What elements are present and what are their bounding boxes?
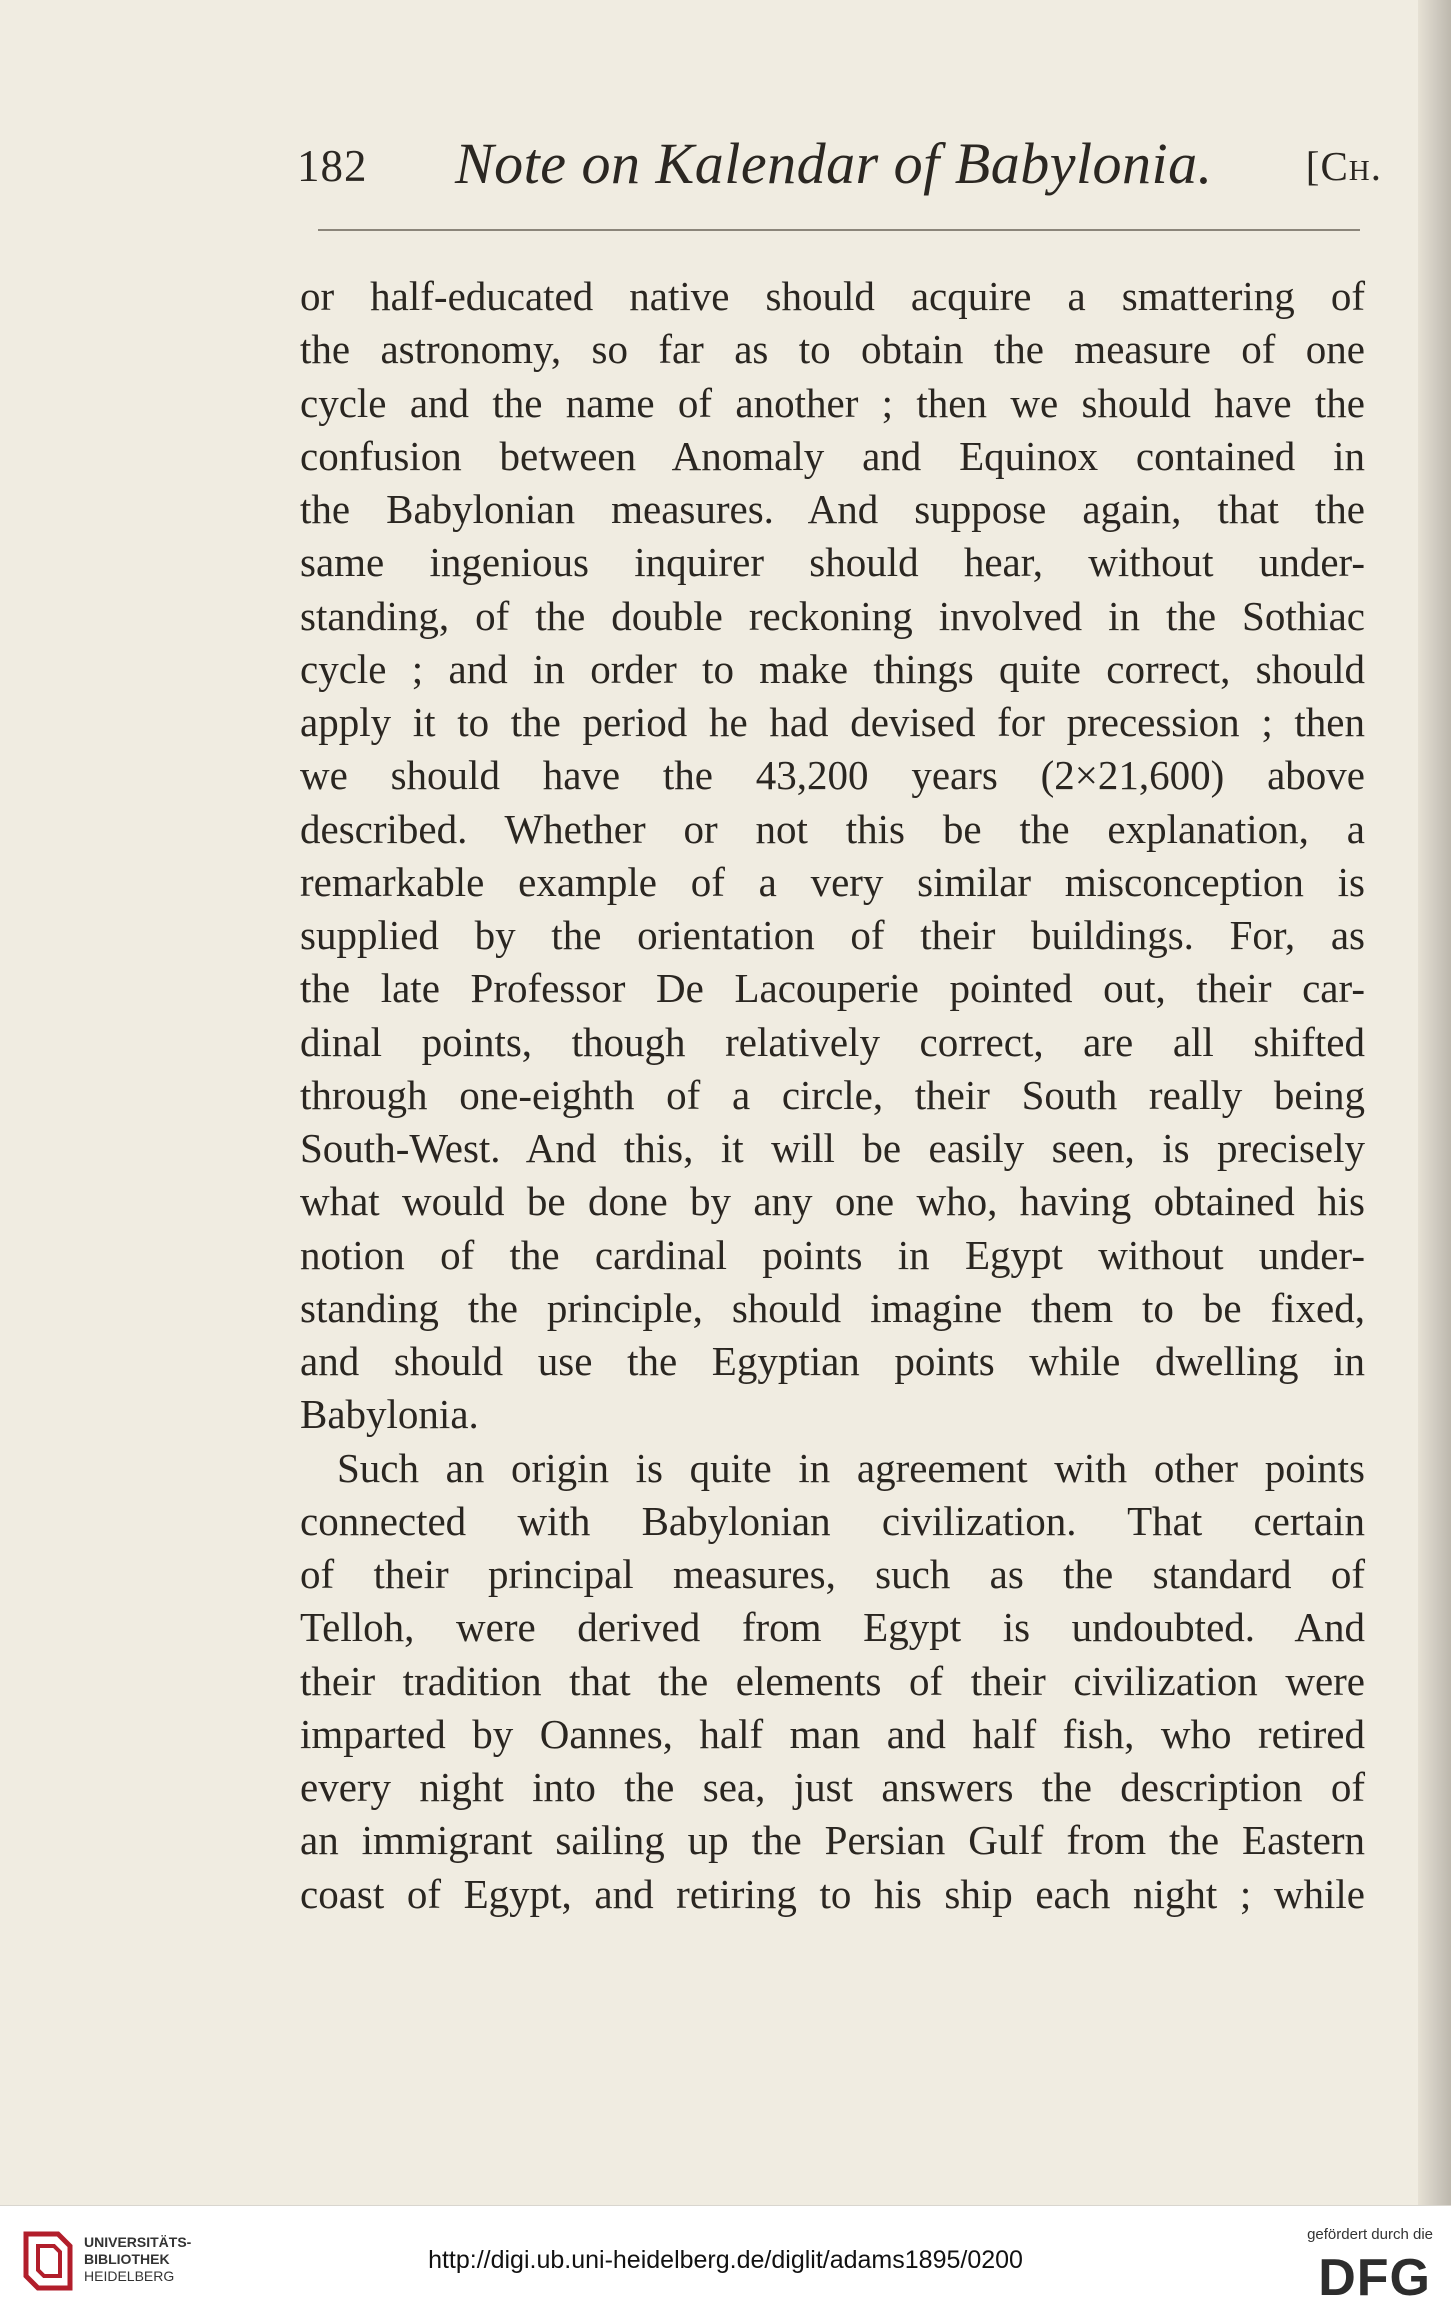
text-line: their tradition that the elements of their civilization were [300, 1657, 1365, 1704]
page-number: 182 [297, 141, 368, 191]
text-line: connected with Babylonian civilization. That certain [300, 1497, 1365, 1544]
chapter-mark: [Ch. [1305, 143, 1382, 189]
text-line: imparted by Oannes, half man and half fish, who retired [300, 1710, 1365, 1757]
text-line: of their principal measures, such as the standard of [300, 1551, 1365, 1597]
text-line: the late Professor De Lacouperie pointed out, their car- [300, 965, 1365, 1012]
text-line: what would be done by any one who, having obtained his [300, 1178, 1365, 1225]
text-line: same ingenious inquirer should hear, without under- [300, 539, 1365, 586]
text-line: dinal points, though relatively correct, are all shifted [300, 1018, 1365, 1065]
permalink-url[interactable]: http://digi.ub.uni-heidelberg.de/diglit/adams1895/0200 [428, 2246, 1023, 2274]
text-line: the Babylonian measures. And suppose again, that the [300, 486, 1365, 532]
header-rule [318, 229, 1360, 231]
text-line: Telloh, were derived from Egypt is undoubted. And [300, 1604, 1365, 1651]
running-title: Note on Kalendar of Babylonia. [455, 131, 1213, 196]
text-line: standing the principle, should imagine them to be fixed, [300, 1284, 1365, 1331]
text-line: notion of the cardinal points in Egypt without under- [300, 1231, 1365, 1278]
paragraph-end-line: Babylonia. [300, 1391, 479, 1438]
text-line: cycle and the name of another ; then we should have the [300, 379, 1365, 426]
running-head [297, 128, 1382, 208]
library-name-line: BIBLIOTHEK [84, 2251, 170, 2267]
text-line: cycle ; and in order to make things quite correct, should [300, 645, 1365, 692]
text-line: every night into the sea, just answers the description of [300, 1764, 1365, 1810]
text-line: supplied by the orientation of their buildings. For, as [300, 912, 1365, 958]
paragraph-start-line: Such an origin is quite in agreement with other points [337, 1444, 1365, 1491]
text-line: the astronomy, so far as to obtain the measure of one [300, 326, 1365, 373]
text-line: confusion between Anomaly and Equinox contained in [300, 432, 1365, 479]
library-name-line: HEIDELBERG [84, 2268, 175, 2284]
text-line: South-West. And this, it will be easily seen, is precisely [300, 1125, 1365, 1171]
text-line: we should have the 43,200 years (2×21,600) above [300, 752, 1365, 799]
text-line: and should use the Egyptian points while dwelling in [300, 1338, 1365, 1384]
library-name-line: UNIVERSITÄTS- [84, 2234, 192, 2250]
text-line: through one-eighth of a circle, their South really being [300, 1071, 1365, 1118]
dfg-logo: DFG [1318, 2249, 1431, 2307]
page-edge-shadow [1418, 0, 1451, 2205]
text-line: coast of Egypt, and retiring to his ship each night ; while [300, 1870, 1365, 1917]
text-line: described. Whether or not this be the explanation, a [300, 805, 1365, 852]
text-line: an immigrant sailing up the Persian Gulf from the Eastern [300, 1817, 1365, 1864]
body-text [300, 270, 1365, 1921]
funding-note: gefördert durch die [1307, 2226, 1433, 2243]
footer-bar [0, 2205, 1451, 2313]
text-line: remarkable example of a very similar misconception is [300, 858, 1365, 905]
text-line: standing, of the double reckoning involved in the Sothiac [300, 592, 1365, 639]
text-line: apply it to the period he had devised for precession ; then [300, 699, 1365, 745]
text-line: or half-educated native should acquire a smattering of [300, 273, 1365, 319]
